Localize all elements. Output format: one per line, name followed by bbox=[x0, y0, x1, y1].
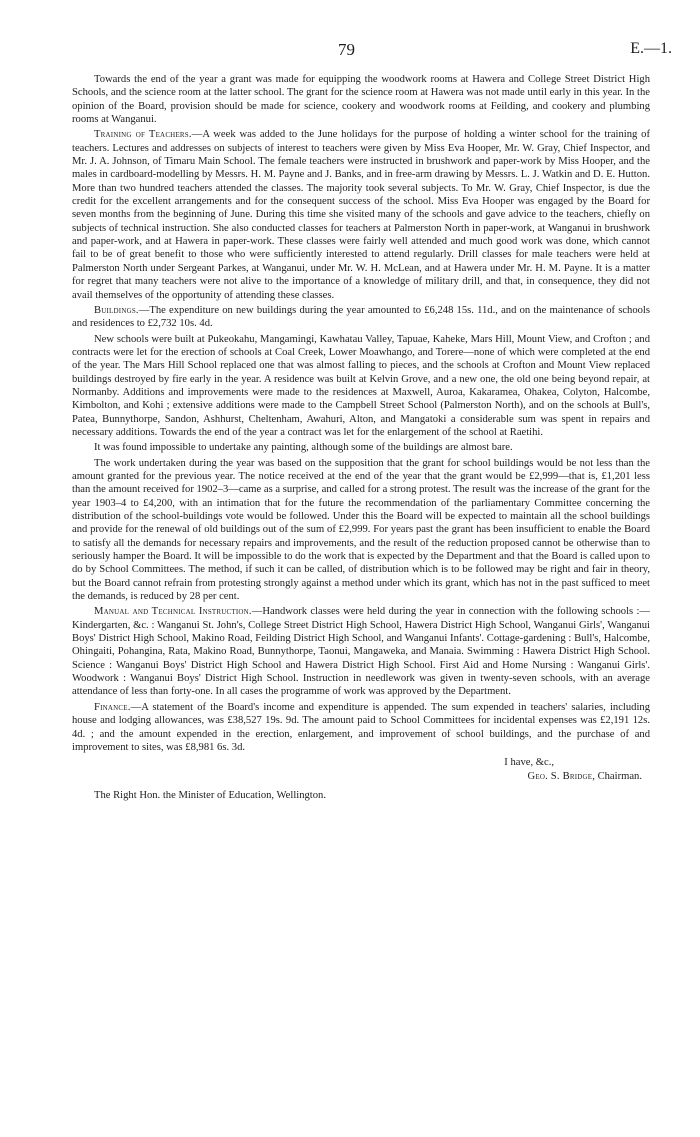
closing-block bbox=[72, 756, 650, 783]
paragraph-buildings bbox=[72, 304, 650, 331]
paragraph-finance bbox=[72, 701, 650, 754]
paragraph-text: It was found impossible to undertake any painting, although some of the buildings are almost bare. bbox=[94, 442, 513, 454]
paragraph-text: New schools were built at Pukeokahu, Mangamingi, Kawhatau Valley, Tapuae, Kaheke, Mars Hill, Mount View, and Crofton ; and contracts were let for the erection of schools at Coal Creek, Lower Moawhango, and Torere—none of which were completed at the end of the year. The Mars Hill School replaced one that was almost falling to pieces, and the schools at Crofton and Mount View replaced buildings destroyed by fire early in the year. A residence was built at Kelvin Grove, and a new one, the old one being beyond repair, at Normanby. Additions and improvements were made to the residences at Maxwell, Auroa, Kakaramea, Ohakea, Colyton, Halcombe, Kimbolton, and Kohi ; extensive additions were made to the Campbell Street School (Palmerston North), and on the schools at Bull's, Patea, Bunnythorpe, Sandon, Ashhurst, Cheltenham, Awahuri, Alton, and Mangatoki a considerable sum was spent in repairs and necessary additions. Towards the end of the year a contract was let for the enlargement of the school at Raetihi. bbox=[72, 333, 650, 438]
paragraph-building-grant bbox=[72, 457, 650, 604]
paragraph-text: —The expenditure on new buildings during the year amounted to £6,248 15s. 11d., and on the maintenance of schools and residences to £2,732 10s. 4d. bbox=[72, 304, 650, 330]
paragraph-text: —Handwork classes were held during the year in connection with the following schools :—Kindergarten, &c. : Wanganui St. John's, College Street District High School, Hawera District High School, Wanganui Girls', Wanganui Boys' District High School, Makino Road, Feilding District High School, and Wanganui Infants'. Cottage-gardening : Bull's, Halcombe, Ohingaiti, Pohangina, Rata, Makino Road, Bunnythorpe, Taonui, Mangaweka, and Manaia. Swimming : Hawera District High School. Science : Wanganui Boys' District High School and Hawera District High School. First Aid and Home Nursing : Wanganui Girls'. Woodwork : Wanganui Boys' District High School. Instruction in needlework was given in twenty-seven schools, with an average attendance of less than forty-one. In all cases the programme of work was approved by the Department. bbox=[72, 606, 650, 698]
paragraph-text: —A week was added to the June holidays for the purpose of holding a winter school for the training of teachers. Lectures and addresses on subjects of interest to teachers were given by Miss Eva Hooper, Mr. W. Gray, Chief Inspector, and Mr. J. A. Johnson, of Timaru Main School. The female teachers were instructed in brushwork and paper-work by Miss Hooper, and the males in cardboard-modelling by Messrs. H. M. Payne and J. Banks, and in free-arm drawing by Messrs. L. J. Watkin and D. E. Hutton. More than two hundred teachers attended the classes. The majority took several subjects. To Mr. W. Gray, Chief Inspector, is due the credit for the excellent arrangements and for the consequent success of the school. Miss Eva Hooper was engaged by the Board for seven months from the beginning of June. During this time she visited many of the schools and gave advice to the teachers, chiefly on subjects of technical instruction. She also conducted classes for teachers at Palmerston North in paper-work, at Wanganui in brushwork and paper-work, and at Hawera in paper-work. These classes were fairly well attended and much good work was done, which cannot fail to be of great benefit to those who were sufficiently interested to attend regularly. Drill classes for male teachers were held at Palmerston North under Sergeant Parkes, at Wanganui, under Mr. W. H. McLean, and at Hawera under Mr. H. M. Payne. It is a matter for regret that many teachers were not alive to the importance of a knowledge of military drill, and that, in consequence, they did not avail themselves of the opportunity of attending these classes. bbox=[72, 129, 651, 301]
section-heading: Manual and Technical Instruction. bbox=[94, 606, 252, 618]
signatory-title: , Chairman. bbox=[592, 770, 642, 782]
salutation: I have, &c., bbox=[504, 757, 554, 769]
section-heading: Finance. bbox=[94, 701, 131, 713]
section-heading: Training of Teachers. bbox=[94, 129, 192, 141]
paragraph-text: The work undertaken during the year was based on the supposition that the grant for school buildings would be not less than the amount granted for the previous year. The notice received at the end of the year that the grant would be £2,999—that is, £1,201 less than the amount received for 1902–3—came as a surprise, and called for a strong protest. The result was the increase of the grant for the year 1903–4 to £4,200, with an intimation that for the future the recommendation of the parliamentary Committee concerning the distribution of the school-buildings vote would be followed. Under this the Board will be expected to maintain all the school buildings and provide for the renewal of old buildings out of the sum of £2,999. For years past the grant has been insufficient to enable the Board to satisfy all the demands for necessary repairs and improvements, and the result of the reduction proposed cannot be otherwise than to seriously hamper the Board. It will be impossible to do the work that is expected by the Department and that the Board is called upon to do by School Committees. The method, if such it can be called, of distribution which is to be followed may be right and fair in theory, but the Board cannot refrain from protesting strongly against a method under which its grant, which has not in the past sufficed to meet the demands, is reduced by 28 per cent. bbox=[72, 457, 650, 603]
page-header bbox=[0, 40, 700, 62]
paragraph-workshop-grants bbox=[72, 73, 650, 126]
document-body bbox=[72, 73, 650, 802]
signatory-name: Geo. S. Bridge bbox=[527, 770, 593, 782]
addressee: The Right Hon. the Minister of Education, Wellington. bbox=[94, 789, 326, 801]
section-heading: Buildings. bbox=[94, 304, 139, 316]
page-number: 79 bbox=[338, 40, 355, 59]
signature-line bbox=[72, 770, 650, 783]
paragraph-text: —A statement of the Board's income and expenditure is appended. The sum expended in teachers' salaries, including house and lodging allowances, was £38,527 19s. 9d. The amount paid to School Committees for incidental expenses was £2,191 12s. 4d. ; and the amount expended in the erection, enlargement, and improvement of school buildings, and the purchase of and improvement to sites, was £8,981 6s. 3d. bbox=[72, 701, 650, 753]
paragraph-manual-technical-instruction bbox=[72, 605, 650, 698]
paragraph-text: Towards the end of the year a grant was made for equipping the woodwork rooms at Hawera and College Street District High Schools, and the science room at the latter school. The grant for the science room at Hawera was not made until early in this year. In the opinion of the Board, provision should be made for science, cookery and woodwork rooms at Feilding, and cookery and plumbing rooms at Wanganui. bbox=[72, 74, 650, 126]
report-reference: E.—1. bbox=[630, 40, 672, 57]
paragraph-painting bbox=[72, 441, 650, 454]
paragraph-new-schools bbox=[72, 333, 650, 440]
paragraph-training-of-teachers bbox=[72, 128, 650, 301]
